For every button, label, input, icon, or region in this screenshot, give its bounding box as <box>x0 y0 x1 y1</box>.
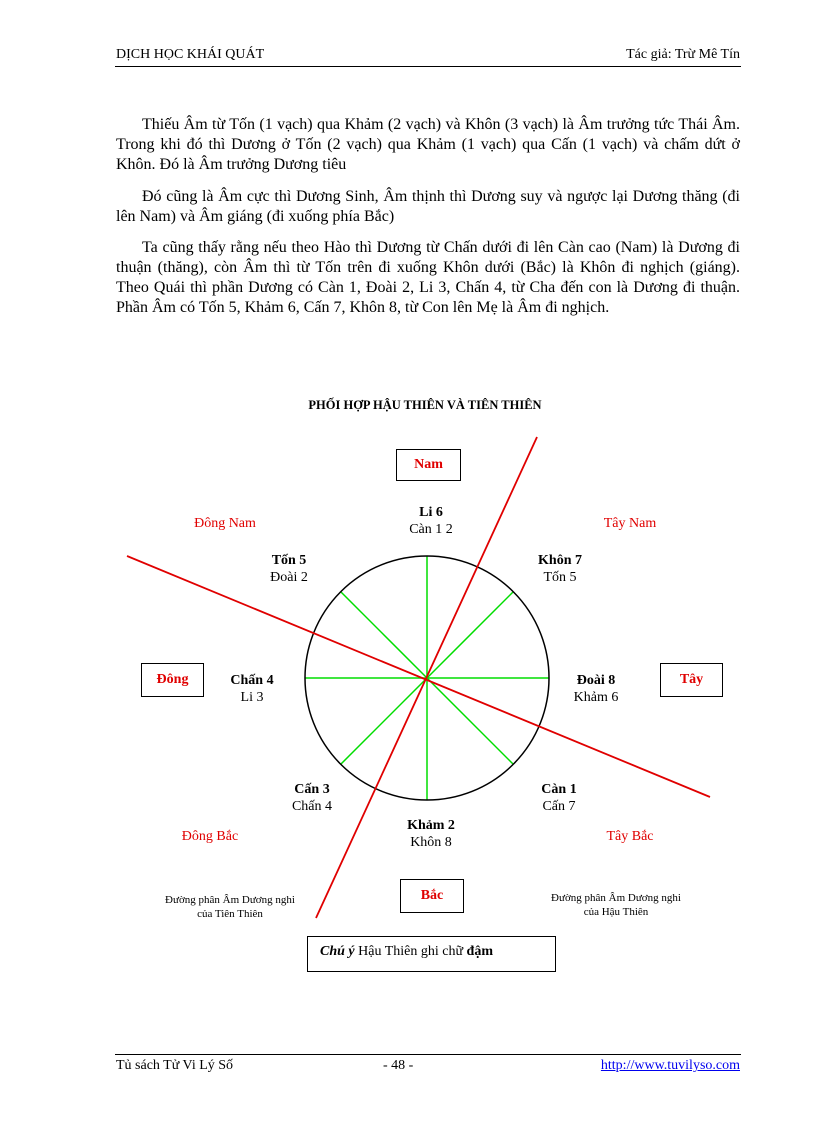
note-text: Hậu Thiên ghi chữ <box>354 944 467 959</box>
trigram-right: Đoài 8 Khảm 6 <box>573 673 619 705</box>
footer-rule <box>115 1054 741 1055</box>
direction-box-bac: Bắc <box>400 879 464 913</box>
direction-box-nam: Nam <box>396 449 461 481</box>
footer-link[interactable]: http://www.tuvilyso.com <box>600 1058 740 1073</box>
footer-book-series: Tủ sách Tử Vi Lý Số <box>116 1058 234 1073</box>
page-number: - 48 - <box>383 1058 414 1073</box>
header-title: DỊCH HỌC KHÁI QUÁT <box>116 47 265 62</box>
caption-tien-thien: Đường phân Âm Dương nghi của Tiên Thiên <box>165 894 295 920</box>
note-box <box>307 936 556 972</box>
paragraph-3: Ta cũng thấy rằng nếu theo Hào thì Dương từ Chấn dưới đi lên Càn cao (Nam) là Dương đi thuận (thăng), còn Âm thì từ Tốn trên đi xuống Khôn dưới (Bắc) là Khôn đi nghịch (giáng). Theo Quái thì phần Dương có Càn 1, Đoài 2, Li 3, Chấn 4, từ Cha đến con là Dương đi thuận. Phần Âm có Tốn 5, Khảm 6, Cấn 7, Khôn 8, từ Con lên Mẹ là Âm đi nghịch. <box>116 239 740 316</box>
direction-box-tay: Tây <box>660 663 723 697</box>
paragraph-2: Đó cũng là Âm cực thì Dương Sinh, Âm thịnh thì Dương suy và ngược lại Dương thăng (đi lên Nam) và Âm giáng (đi xuống phía Bắc) <box>116 188 740 225</box>
trigram-top-right: Khôn 7 Tốn 5 <box>538 553 582 585</box>
diagram-title: PHỐI HỢP HẬU THIÊN VÀ TIÊN THIÊN <box>308 398 542 412</box>
caption-hau-thien: Đường phân Âm Dương nghi của Hậu Thiên <box>551 892 681 918</box>
trigram-top-left: Tốn 5 Đoài 2 <box>270 553 308 585</box>
label-tay-nam: Tây Nam <box>603 516 657 531</box>
trigram-left: Chấn 4 Li 3 <box>230 673 274 705</box>
header-author: Tác giả: Trừ Mê Tín <box>626 47 740 62</box>
label-tay-bac: Tây Bắc <box>606 829 654 844</box>
paragraph-1: Thiếu Âm từ Tốn (1 vạch) qua Khảm (2 vạch) và Khôn (3 vạch) là Âm trưởng tức Thái Âm. Trong khi đó thì Dương ở Tốn (2 vạch) qua Khảm (1 vạch) qua Cấn (1 vạch) và chấm dứt ở Khôn. Đó là Âm trưởng Dương tiêu <box>116 116 740 173</box>
note-bold: đậm <box>466 944 493 959</box>
label-dong-nam: Đông Nam <box>194 516 256 531</box>
note-label: Chú ý <box>320 944 355 959</box>
direction-box-dong: Đông <box>141 663 204 697</box>
trigram-top: Li 6 Càn 1 2 <box>409 505 453 537</box>
label-dong-bac: Đông Bắc <box>181 829 239 844</box>
trigram-bottom-left: Cấn 3 Chấn 4 <box>291 782 333 814</box>
footer-website-link[interactable] <box>601 1058 740 1074</box>
trigram-bottom-right: Càn 1 Cấn 7 <box>541 782 577 814</box>
trigram-bottom: Khảm 2 Khôn 8 <box>407 818 455 850</box>
